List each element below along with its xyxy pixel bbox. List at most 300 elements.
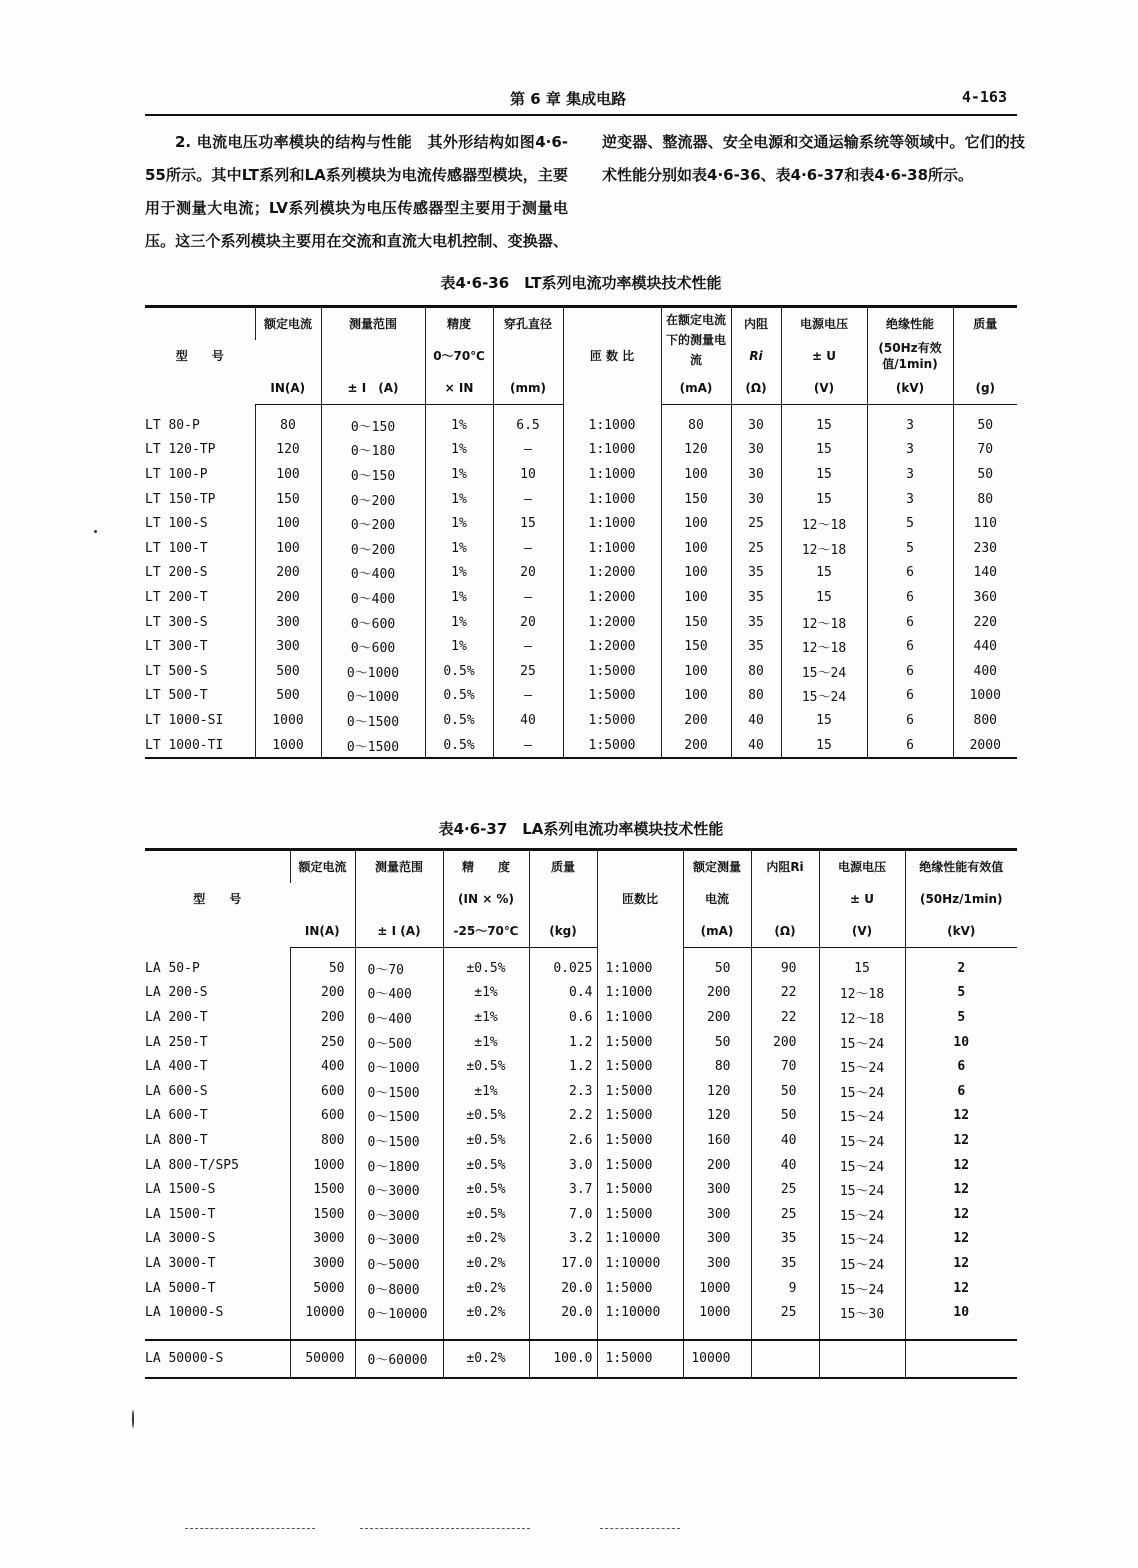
header-rated-current: 额定电流 (290, 850, 355, 884)
table-cell: 6 (867, 585, 953, 610)
table-cell: 12～18 (781, 511, 867, 536)
table-cell: 12 (905, 1153, 1017, 1178)
table-cell: 6 (867, 659, 953, 684)
table-row (145, 405, 1017, 438)
table-cell: 1000 (953, 684, 1017, 709)
table-cell: 6 (867, 684, 953, 709)
table-cell: 0～200 (321, 487, 425, 512)
table-row (145, 1227, 1017, 1252)
table-cell: 0～1800 (355, 1153, 443, 1178)
table-row (145, 1079, 1017, 1104)
table-cell: 1:1000 (563, 487, 661, 512)
model-cell: LT 150-TP (145, 491, 216, 507)
table-cell: 1:10000 (597, 1300, 683, 1325)
scan-dash (600, 1528, 680, 1529)
table-cell: 1:2000 (563, 585, 661, 610)
model-cell: LT 300-S (145, 614, 208, 630)
table-cell: 800 (290, 1128, 355, 1153)
table-cell: 100 (661, 561, 731, 586)
table-cell: 15 (781, 561, 867, 586)
table1-caption: 表4·6-36 LT系列电流功率模块技术性能 (440, 274, 722, 292)
table-cell: 3.0 (529, 1153, 597, 1178)
table-cell: 100 (661, 462, 731, 487)
table-row (145, 708, 1017, 733)
table-cell: 0～200 (321, 511, 425, 536)
table-cell: 100 (661, 511, 731, 536)
header-range-unit: ± I (A) (321, 372, 425, 405)
header-blank (290, 883, 355, 915)
table-cell: 100 (255, 536, 321, 561)
table-cell: 5000 (290, 1276, 355, 1301)
model-cell: LA 400-T (145, 1059, 208, 1075)
table-cell: 100 (255, 462, 321, 487)
table-cell: 1:5000 (597, 1153, 683, 1178)
table-cell: 15～24 (819, 1128, 905, 1153)
header-rated-current-unit: IN(A) (255, 372, 321, 405)
table-cell: 200 (683, 981, 751, 1006)
table-cell: 17.0 (529, 1251, 597, 1276)
table-cell: 25 (731, 536, 781, 561)
table-row (145, 536, 1017, 561)
table-row (145, 1251, 1017, 1276)
table-cell: 1:2000 (563, 634, 661, 659)
table-cell: 300 (683, 1227, 751, 1252)
spacer-row (145, 1325, 1017, 1340)
table-cell: ±0.5% (443, 1054, 529, 1079)
table-cell: 1% (425, 511, 493, 536)
table-cell: 2000 (953, 733, 1017, 759)
model-cell: LT 100-S (145, 516, 208, 532)
table-cell: 50 (683, 1030, 751, 1055)
table-cell: 0～8000 (355, 1276, 443, 1301)
table-cell: 0～3000 (355, 1202, 443, 1227)
table-cell: 15～30 (819, 1300, 905, 1325)
table-cell: 12～18 (781, 610, 867, 635)
spacer-cell (905, 1325, 1017, 1340)
table-row (145, 1202, 1017, 1227)
table-cell: 1:1000 (597, 981, 683, 1006)
table-cell: 80 (661, 405, 731, 438)
header-accuracy: 精 度 (443, 850, 529, 884)
model-cell: LA 5000-T (145, 1280, 216, 1296)
table-cell: 35 (731, 610, 781, 635)
table-cell: 1:1000 (597, 948, 683, 981)
table-cell (819, 1340, 905, 1378)
table-cell: 0～5000 (355, 1251, 443, 1276)
scan-speck (94, 530, 97, 533)
header-insulation-unit: (kV) (905, 915, 1017, 948)
spacer-cell (819, 1325, 905, 1340)
table-cell: 80 (683, 1054, 751, 1079)
table-cell: 0～180 (321, 438, 425, 463)
header-rule (145, 114, 1017, 116)
table-cell: 7.0 (529, 1202, 597, 1227)
table-cell: 50 (751, 1079, 819, 1104)
table-cell: — (493, 585, 563, 610)
table-cell: 1:5000 (563, 659, 661, 684)
table-cell: 15 (781, 405, 867, 438)
table-cell: 1:1000 (597, 1005, 683, 1030)
table-cell: 1:1000 (563, 462, 661, 487)
table-cell: ±0.5% (443, 1177, 529, 1202)
model-cell: LA 200-S (145, 985, 208, 1001)
model-cell: LA 1500-T (145, 1206, 216, 1222)
table-cell: 15～24 (819, 1227, 905, 1252)
table-cell: ±0.2% (443, 1227, 529, 1252)
header-meas-current: 在额定电流下的测量电流 (661, 307, 731, 373)
table-cell: 12 (905, 1104, 1017, 1129)
intro-paragraph (145, 126, 1025, 258)
header-hole: 穿孔直径 (493, 307, 563, 341)
header-model: 型 号 (145, 850, 290, 948)
table-cell: 1.2 (529, 1030, 597, 1055)
header-meas-current: 额定测量 (683, 850, 751, 884)
table-cell: 20 (493, 561, 563, 586)
table-cell: 12～18 (781, 536, 867, 561)
scan-mark (132, 1410, 134, 1428)
table-cell: 2.6 (529, 1128, 597, 1153)
header-meas-current-unit: (mA) (683, 915, 751, 948)
table-cell: 12 (905, 1202, 1017, 1227)
table-cell: ±0.2% (443, 1340, 529, 1378)
table-cell: 1000 (255, 708, 321, 733)
table-cell: 0～1000 (355, 1054, 443, 1079)
header-mass-unit: (kg) (529, 915, 597, 948)
header-turns: 匝 数 比 (563, 307, 661, 405)
table-cell: 12 (905, 1128, 1017, 1153)
table-cell: 5 (905, 1005, 1017, 1030)
table-cell: 15～24 (781, 684, 867, 709)
table-cell: 2.2 (529, 1104, 597, 1129)
table-row (145, 1153, 1017, 1178)
table-cell: 3000 (290, 1251, 355, 1276)
table-cell: 1.2 (529, 1054, 597, 1079)
table-row (145, 1104, 1017, 1129)
table-cell: 5 (867, 511, 953, 536)
table-cell: 200 (683, 1153, 751, 1178)
table-cell: 1500 (290, 1177, 355, 1202)
table-cell: 3 (867, 438, 953, 463)
table-cell: 80 (731, 684, 781, 709)
table-cell: 120 (683, 1079, 751, 1104)
table-cell: 1% (425, 634, 493, 659)
table-cell: — (493, 487, 563, 512)
table-cell: ±0.5% (443, 1104, 529, 1129)
table-cell: 1:5000 (563, 733, 661, 759)
header-mass-unit: (g) (953, 372, 1017, 405)
header-insulation-unit: (kV) (867, 372, 953, 405)
header-supply: 电源电压 (819, 850, 905, 884)
table-cell: 1:5000 (597, 1276, 683, 1301)
model-cell: LT 100-P (145, 466, 208, 482)
table-cell: ±1% (443, 981, 529, 1006)
table-cell: 35 (731, 585, 781, 610)
table-cell: 0～1500 (355, 1104, 443, 1129)
table-row (145, 1005, 1017, 1030)
spacer-cell (683, 1325, 751, 1340)
table-cell: 1:10000 (597, 1227, 683, 1252)
spacer-cell (355, 1325, 443, 1340)
table-cell: 0～1000 (321, 684, 425, 709)
table-cell: 50 (290, 948, 355, 981)
table-cell: 15～24 (819, 1202, 905, 1227)
spacer-cell (145, 1325, 290, 1340)
table-cell: 200 (751, 1030, 819, 1055)
table-cell: 6 (867, 634, 953, 659)
table-cell: 1% (425, 561, 493, 586)
header-blank (529, 883, 597, 915)
chapter-title: 第 6 章 集成电路 (510, 90, 627, 108)
table-cell: — (493, 634, 563, 659)
table-row (145, 1030, 1017, 1055)
header-accuracy-unit: × IN (425, 372, 493, 405)
lt-table-body (145, 405, 1017, 759)
table-cell: 0～150 (321, 462, 425, 487)
scan-dash (185, 1528, 315, 1529)
table-cell: 1% (425, 610, 493, 635)
table-cell: 0.5% (425, 708, 493, 733)
table-cell: 6 (867, 733, 953, 759)
table-cell: 50 (751, 1104, 819, 1129)
table-cell: 50 (953, 462, 1017, 487)
table-row (145, 585, 1017, 610)
table-cell: 0～1500 (355, 1079, 443, 1104)
table-cell: 15 (781, 487, 867, 512)
header-insulation-cond: (50Hz/1min) (905, 883, 1017, 915)
table-cell: 22 (751, 981, 819, 1006)
table-cell: 1000 (290, 1153, 355, 1178)
page-number: 4-163 (961, 88, 1007, 106)
table-cell: 35 (751, 1251, 819, 1276)
table-row (145, 634, 1017, 659)
header-meas-current-sub: 电流 (683, 883, 751, 915)
model-cell: LT 80-P (145, 417, 200, 433)
table-cell: 12 (905, 1276, 1017, 1301)
table-row (145, 610, 1017, 635)
table-cell: 25 (751, 1177, 819, 1202)
table-cell (905, 1340, 1017, 1378)
table-cell: 100 (661, 659, 731, 684)
spacer-cell (443, 1325, 529, 1340)
table-cell: 150 (661, 634, 731, 659)
table-cell: 1:2000 (563, 610, 661, 635)
model-cell: LA 800-T/SP5 (145, 1157, 239, 1173)
table-cell: 1:1000 (563, 536, 661, 561)
table-cell: 30 (731, 487, 781, 512)
table-cell: 230 (953, 536, 1017, 561)
table-cell: 15～24 (819, 1104, 905, 1129)
table-cell: 1:2000 (563, 561, 661, 586)
table-cell: 0.4 (529, 981, 597, 1006)
model-cell: LA 250-T (145, 1034, 208, 1050)
model-cell: LT 100-T (145, 540, 208, 556)
table-cell: 100.0 (529, 1340, 597, 1378)
table-cell: 15 (781, 585, 867, 610)
table-cell: 6 (867, 610, 953, 635)
table-cell: 1:10000 (597, 1251, 683, 1276)
table-cell: ±0.2% (443, 1300, 529, 1325)
table-cell: 1:1000 (563, 438, 661, 463)
table-cell: 120 (661, 438, 731, 463)
table-cell: 40 (751, 1128, 819, 1153)
model-cell: LT 120-TP (145, 442, 216, 458)
intro-text: 2. 电流电压功率模块的结构与性能 其外形结构如图4·6-55所示。其中LT系列和LA系列模块为电流传感器型模块，主要用于测量大电流；LV系列模块为电压传感器型主要用于测量电压。这三个系列模块主要用在交流和直流大电机控制、变换器、逆变器、整流器、安全电源和交通运输系统等领域中。它们的技术性能分别如表4·6-36、表4·6-37和表4·6-38所示。 (145, 133, 1025, 250)
table-cell: 6 (867, 561, 953, 586)
table-cell: 0～60000 (355, 1340, 443, 1378)
table-cell: 1% (425, 462, 493, 487)
table-cell: 0～400 (321, 561, 425, 586)
header-mass: 质量 (529, 850, 597, 884)
table-cell: 0.025 (529, 948, 597, 981)
table-cell: 15 (819, 948, 905, 981)
table-cell: 30 (731, 462, 781, 487)
model-cell: LA 50-P (145, 960, 200, 976)
table-cell (751, 1340, 819, 1378)
table-cell: 3.7 (529, 1177, 597, 1202)
table-row (145, 438, 1017, 463)
table-cell: 2.3 (529, 1079, 597, 1104)
table-cell: — (493, 438, 563, 463)
table-cell: 400 (290, 1054, 355, 1079)
table-cell: 15～24 (819, 1079, 905, 1104)
table-cell: 10 (905, 1300, 1017, 1325)
table-cell: 12 (905, 1227, 1017, 1252)
table-cell: 40 (731, 733, 781, 759)
table-cell: 80 (953, 487, 1017, 512)
header-resistance-unit: (Ω) (731, 372, 781, 405)
header-insulation-cond: (50Hz有效值/1min) (867, 340, 953, 372)
table-row-final (145, 1340, 1017, 1378)
table-cell: 6.5 (493, 405, 563, 438)
table-cell: 1:5000 (597, 1054, 683, 1079)
model-cell: LA 3000-S (145, 1231, 216, 1247)
table-cell: 5 (905, 981, 1017, 1006)
table-cell: 1:5000 (597, 1104, 683, 1129)
header-mass: 质量 (953, 307, 1017, 341)
model-cell: LT 200-S (145, 565, 208, 581)
table-cell: 6 (867, 708, 953, 733)
table-cell: 1:5000 (563, 684, 661, 709)
model-cell: LT 500-S (145, 663, 208, 679)
table-cell: 200 (290, 981, 355, 1006)
spacer-cell (529, 1325, 597, 1340)
table-cell: 120 (683, 1104, 751, 1129)
table-cell: ±0.5% (443, 1153, 529, 1178)
table-cell: 0～3000 (355, 1177, 443, 1202)
header-insulation: 绝缘性能 (867, 307, 953, 341)
table-cell: 0～1500 (355, 1128, 443, 1153)
table-cell: 200 (661, 733, 731, 759)
header-resistance-unit: (Ω) (751, 915, 819, 948)
table-row (145, 659, 1017, 684)
model-cell: LA 600-T (145, 1108, 208, 1124)
model-cell: LA 200-T (145, 1009, 208, 1025)
header-blank (953, 340, 1017, 372)
table-cell: 0.6 (529, 1005, 597, 1030)
table-cell: 200 (683, 1005, 751, 1030)
table-cell: 500 (255, 659, 321, 684)
table-cell: 80 (731, 659, 781, 684)
model-cell: LA 10000-S (145, 1305, 224, 1321)
table-row (145, 1276, 1017, 1301)
table-cell: 0～70 (355, 948, 443, 981)
table-cell: 0～600 (321, 634, 425, 659)
table-row (145, 684, 1017, 709)
header-range-unit: ± I (A) (355, 915, 443, 948)
model-cell: LT 1000-SI (145, 712, 224, 728)
table-cell: 3 (867, 462, 953, 487)
table-cell: 400 (953, 659, 1017, 684)
table-cell: 50 (953, 405, 1017, 438)
model-cell: LA 800-T (145, 1132, 208, 1148)
table-cell: 100 (255, 511, 321, 536)
table-cell: 20.0 (529, 1300, 597, 1325)
table-cell: 220 (953, 610, 1017, 635)
table-cell: 1% (425, 438, 493, 463)
table-cell: 0～10000 (355, 1300, 443, 1325)
header-supply-unit: (V) (819, 915, 905, 948)
table-cell: 1% (425, 585, 493, 610)
table-cell: ±1% (443, 1005, 529, 1030)
lt-series-table (145, 305, 1017, 759)
model-cell: LA 50000-S (145, 1340, 290, 1378)
table-cell: 3 (867, 405, 953, 438)
table-cell: 3000 (290, 1227, 355, 1252)
table-cell: 1:5000 (597, 1177, 683, 1202)
table-cell: 0.5% (425, 733, 493, 759)
table-row (145, 1128, 1017, 1153)
table-cell: — (493, 733, 563, 759)
header-supply-sym: ± U (819, 883, 905, 915)
table-cell: 0～400 (355, 981, 443, 1006)
table-cell: 6 (905, 1054, 1017, 1079)
table-cell: 600 (290, 1079, 355, 1104)
table-cell: 22 (751, 1005, 819, 1030)
table-cell: 15～24 (819, 1030, 905, 1055)
table-cell: 120 (255, 438, 321, 463)
table-cell: 6 (905, 1079, 1017, 1104)
header-blank (355, 883, 443, 915)
table-cell: 300 (255, 634, 321, 659)
header-resistance: 内阻Ri (751, 850, 819, 884)
table-cell: 2 (905, 948, 1017, 981)
table-cell: 1000 (683, 1300, 751, 1325)
table-cell: 9 (751, 1276, 819, 1301)
table-cell: 40 (493, 708, 563, 733)
page-header (145, 86, 1007, 112)
table-cell: 200 (661, 708, 731, 733)
header-range: 测量范围 (355, 850, 443, 884)
table-cell: 1000 (683, 1276, 751, 1301)
table-cell: 12 (905, 1177, 1017, 1202)
table-cell: 25 (493, 659, 563, 684)
header-blank (321, 340, 425, 372)
header-supply-unit: (V) (781, 372, 867, 405)
table-row (145, 487, 1017, 512)
table-cell: 30 (731, 405, 781, 438)
table-cell: 40 (751, 1153, 819, 1178)
table-cell: 15 (781, 708, 867, 733)
table-cell: 12～18 (819, 1005, 905, 1030)
spacer-cell (597, 1325, 683, 1340)
table-cell: — (493, 536, 563, 561)
table-cell: ±1% (443, 1079, 529, 1104)
header-range: 测量范围 (321, 307, 425, 341)
table-cell: 50 (683, 948, 751, 981)
table-cell: 1:1000 (563, 405, 661, 438)
la-table-body (145, 948, 1017, 1378)
table-cell: 100 (661, 585, 731, 610)
